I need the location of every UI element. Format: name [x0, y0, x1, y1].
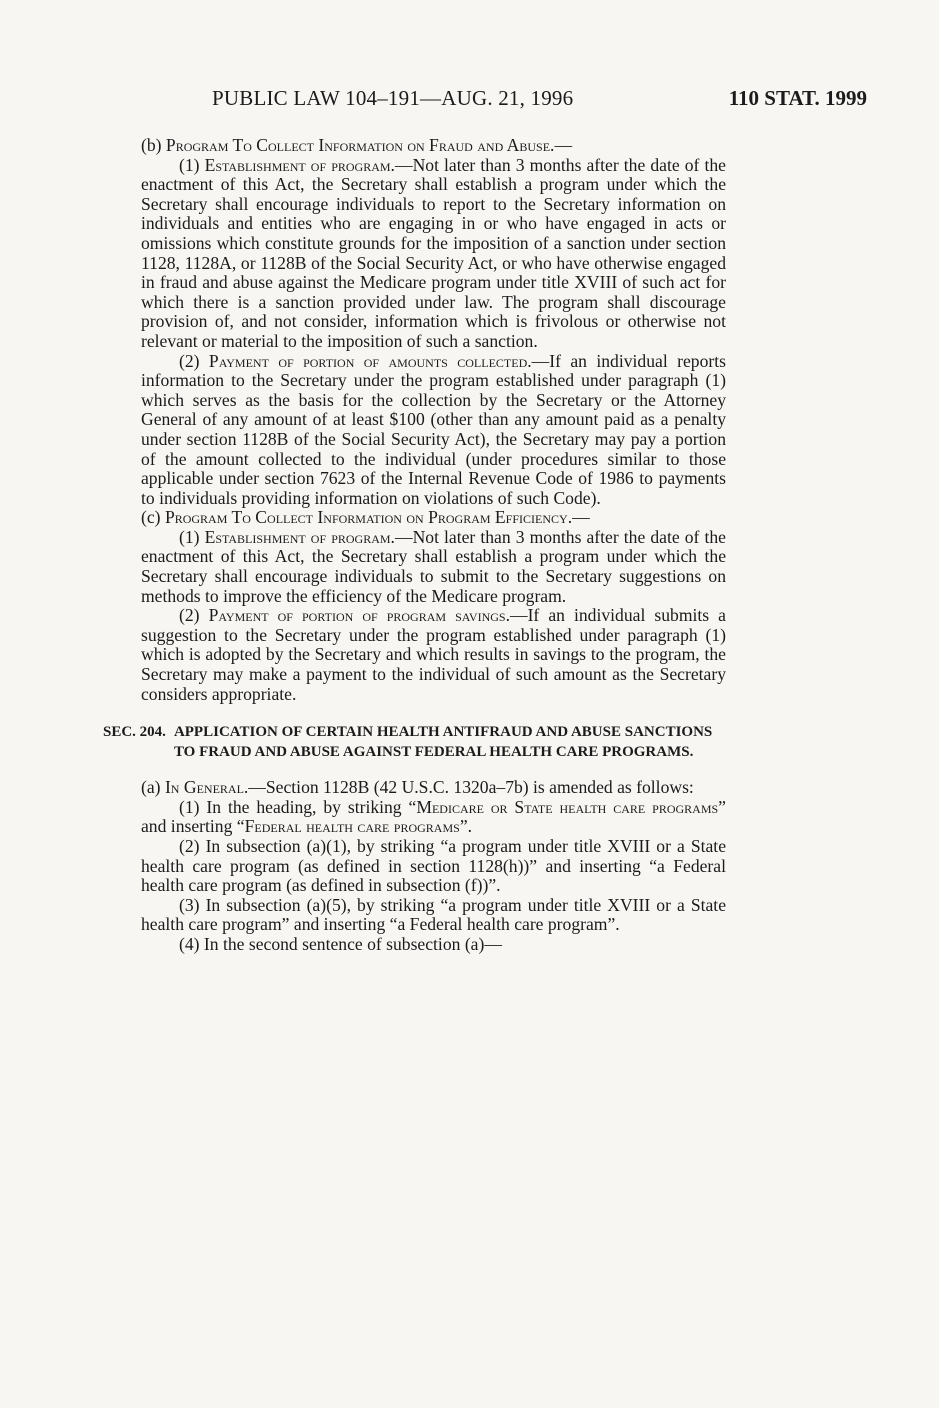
item-label: (4): [179, 933, 200, 954]
item-text: ”.: [459, 816, 473, 837]
item-label: (2): [179, 836, 200, 856]
paragraph-heading: Payment of portion of program savings.—: [208, 605, 528, 626]
paragraph-text: If an individual reports information to the Secretary under the program established under paragraph (1) which serves as the basis for the collection by the Secretary or the Attorney General of any amount of at least $100 (other than any amount paid as a penalty under section 1128B of the Social Security Act), the Secretary may pay a portion of the amount collected to the individual (under procedures similar to those applicable under section 7623 of the Internal Revenue Code of 1986 to payments to individuals providing information on violations of such Code).: [141, 350, 726, 508]
subsection-a-text: Section 1128B (42 U.S.C. 1320a–7b) is amended as follows:: [265, 777, 694, 798]
section-title: APPLICATION OF CERTAIN HEALTH ANTIFRAUD AND ABUSE SANCTIONS TO FRAUD AND ABUSE AGAINST FEDERAL HEALTH CARE PROGRAMS.: [173, 724, 713, 761]
paragraph-heading: Establishment of program.—: [204, 154, 413, 175]
subsection-b-title: Program To Collect Information on Fraud and Abuse.—: [165, 135, 573, 155]
subsection-c-heading: [103, 508, 726, 528]
subsection-b-paragraph-2: [103, 352, 726, 509]
subsection-c-paragraph-2: [103, 606, 726, 704]
amendment-item-1: [103, 798, 726, 837]
paragraph-heading: Payment of portion of amounts collected.—: [208, 350, 550, 371]
statute-page-number: 110 STAT. 1999: [728, 86, 867, 110]
section-number: SEC. 204.: [103, 724, 166, 741]
paragraph-label: (2): [179, 350, 200, 371]
amendment-item-3: [103, 896, 726, 935]
paragraph-text: If an individual submits a suggestion to the Secretary under the program established under paragraph (1) which is adopted by the Secretary and which results in savings to the program, the Secretary may make a payment to the individual of such amount as the Secretary considers appropriate.: [141, 605, 726, 704]
section-204-subsection-a: [103, 778, 726, 798]
item-text: In the second sentence of subsection (a)—: [203, 933, 502, 954]
subsection-b-label: (b): [141, 135, 162, 155]
paragraph-heading: Establishment of program.—: [204, 526, 413, 547]
subsection-b-heading: [103, 136, 726, 156]
subsection-b-paragraph-1: [103, 156, 726, 352]
paragraph-text: Not later than 3 months after the date of the enactment of this Act, the Secretary shall establish a program under which the Secretary shall encourage individuals to submit to the Secretary suggestions on methods to improve the efficiency of the Medicare program.: [141, 526, 726, 606]
subsection-c-label: (c): [141, 507, 161, 528]
paragraph-label: (1): [179, 154, 200, 175]
subsection-c-title: Program To Collect Information on Program Efficiency.—: [164, 507, 590, 528]
inserted-heading: Federal health care programs: [244, 816, 460, 837]
subsection-c-paragraph-1: [103, 528, 726, 606]
section-heading: [103, 722, 726, 762]
item-label: (3): [179, 894, 200, 915]
item-text: ” and inserting “: [141, 796, 726, 837]
document-body: [103, 136, 726, 955]
subsection-a-label: (a): [141, 777, 161, 798]
subsection-a-heading: In General.—: [164, 777, 266, 798]
running-header: [0, 86, 939, 116]
paragraph-label: (1): [179, 526, 200, 547]
item-text: In subsection (a)(1), by striking “a program under title XVIII or a State health care program (as defined in section 1128(h))” and inserting “a Federal health care program (as defined in subsection (f))”.: [141, 836, 726, 896]
header-title: PUBLIC LAW 104–191—AUG. 21, 1996: [212, 86, 574, 110]
amendment-item-4: [103, 935, 726, 955]
struck-heading: Medicare or State health care programs: [416, 796, 719, 817]
item-text: In subsection (a)(5), by striking “a program under title XVIII or a State health care program” and inserting “a Federal health care program”.: [141, 894, 726, 935]
item-text: In the heading, by striking “: [206, 796, 417, 817]
item-label: (1): [179, 796, 200, 817]
paragraph-text: Not later than 3 months after the date of the enactment of this Act, the Secretary shall establish a program under which the Secretary shall encourage individuals to report to the Secretary information on individuals and entities who are engaging in or who have engaged in acts or omissions which constitute grounds for the imposition of a sanction under section 1128, 1128A, or 1128B of the Social Security Act, or who have otherwise engaged in fraud and abuse against the Medicare program under title XVIII of such act for which there is a sanction provided under law. The program shall discourage provision of, and not consider, information which is frivolous or otherwise not relevant or material to the imposition of such a sanction.: [141, 154, 726, 351]
amendment-item-2: [103, 837, 726, 896]
paragraph-label: (2): [179, 605, 200, 626]
